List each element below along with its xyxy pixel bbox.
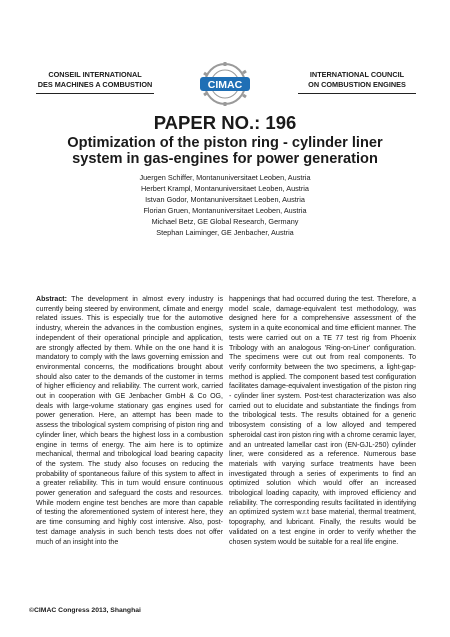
abstract-text-left: The development in almost every industry is currently being steered by environment, climate and energy related issues. This is especially true for the automotive industry, wherein the advances in the combustion engines, independent of their operational principle and application, are strongly affected by them. While on the one hand it is mandatory to comply with the laws governing emission and environmental concerns, the modifications brought about should also cater to the demands of the customer in terms of higher efficiency and reliability. The current work, carried out in cooperation with GE Jenbacher GmbH & Co OG, deals with large-volume stationary gas engines used for power generation. Here, an attempt has been made to assess the tribological system comprising of piston ring and cylinder liner, which bears the highest loss in a combustion engine in terms of energy. The aim here is to optimize mechanical, thermal and tribological load bearing capacity of the system. The study also focuses on reducing the probability of spontaneous failure of this system to affect in a greater reliability. This in turn would ensure continuous power generation and safeguard the costs and resources. While modern engine test benches are more than capable of testing the aforementioned system of interest here, they are time consuming and highly cost intensive. Also, post-test damage analysis in such bench tests does not offer much of an insight into the [36, 296, 223, 546]
abstract-text-right: happenings that had occurred during the test. Therefore, a model scale, damage-equivalent test methodology, was designed here for a comprehensive assessment of the system in a quite economical and time efficient manner. The tests were carried out on a TE 77 test rig from Phoenix Tribology with an analogous 'Ring-on-Liner' configuration. The specimens were cut out from real components. To verify conformity between the two specimens, a light-gap-method is applied. The component based test configuration facilitates damage-equivalent investigation of the piston ring - cylinder liner system. Post-test characterization was also carried out to elucidate and substantiate the findings from the tribological tests. The results obtained for a generic tribosystem consisting of a low alloyed and tempered spheroidal cast iron piston ring with a chrome ceramic layer, and an untreated lamellar cast iron (EN-GJL-250) cylinder liner, were considered as a reference. Numerous base materials with varying surface treatments have been investigated through a series of experiments to find an optimized solution which would offer an increased tribological loading capacity, with improved efficiency and reliability. The corresponding results facilitated in identifying an optimized system w.r.t base material, thermal treatment, topography, and lubricant. Finally, the results would be validated on a test engine in order to verify whether the chosen system would be suitable for a real life engine. [229, 296, 416, 546]
header-right-line2: ON COMBUSTION ENGINES [308, 80, 406, 89]
author-5: Michael Betz, GE Global Research, Germany [151, 217, 299, 226]
header-right-line1: INTERNATIONAL COUNCIL [309, 70, 405, 79]
paper-number: PAPER NO.: 196 [153, 112, 297, 133]
author-4: Florian Gruen, Montanuniversitaet Leoben, Austria [143, 206, 307, 215]
title-line1: Optimization of the piston ring - cylinder liner [67, 135, 383, 151]
author-list [60, 172, 390, 238]
abstract-label: Abstract: [36, 296, 67, 303]
paper-title [40, 135, 410, 167]
author-1: Juergen Schiffer, Montanuniversitaet Leoben, Austria [139, 173, 311, 182]
abstract-paragraph-start [36, 295, 223, 547]
header-left-line2: DES MACHINES A COMBUSTION [37, 80, 153, 89]
header-right-organization [298, 70, 416, 90]
author-6: Stephan Laiminger, GE Jenbacher, Austria [156, 228, 294, 237]
header-right-rule [298, 93, 416, 94]
header-left-line1: CONSEIL INTERNATIONAL [48, 70, 142, 79]
abstract-column-left [36, 295, 223, 547]
header-left-rule [36, 93, 154, 94]
author-2: Herbert Krampl, Montanuniversitaet Leoben, Austria [141, 184, 309, 193]
title-line2: system in gas-engines for power generation [72, 151, 378, 167]
abstract-column-right [229, 295, 416, 547]
cimac-logo [196, 61, 254, 107]
header-left-organization [36, 70, 154, 90]
logo-text: CIMAC [207, 79, 243, 91]
footer-copyright: ©CIMAC Congress 2013, Shanghai [29, 607, 141, 614]
author-3: Istvan Godor, Montanuniversitaet Leoben, Austria [145, 195, 305, 204]
